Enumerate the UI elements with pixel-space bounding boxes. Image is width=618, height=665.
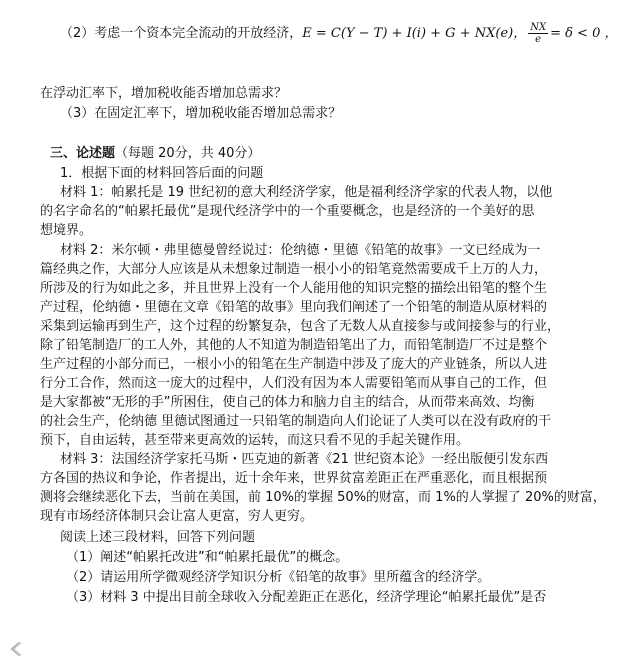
q2-frac-denominator: e (535, 34, 542, 45)
material3-line: 材料 3：法国经济学家托马斯・匹克迪的新著《21 世纪资本论》一经出版便引发东西 (60, 452, 549, 467)
q2-frac-condition: = δ < 0 ， (550, 26, 618, 41)
material1-line: 想境界。 (40, 223, 93, 238)
material3-line: 现有市场经济体制只会让富人更富，穷人更穷。 (40, 509, 314, 524)
section-heading (50, 146, 260, 162)
material2-line: 产过程，伦纳德・里德在文章《铅笔的故事》里向我们阐述了一个铅笔的制造从原材料的 (40, 300, 548, 315)
material3-line: 方各国的热议和争论，作者提出，近十余年来，世界贫富差距正在严重恶化，而且根据预 (40, 471, 548, 486)
q2-prefix: （2）考虑一个资本完全流动的开放经济， (60, 26, 303, 41)
material2-line: 行分工合作，然而这一庞大的过程中，人们没有因为本人需要铅笔而从事自己的工作，但 (40, 376, 548, 391)
item1-heading: 1．根据下面的材料回答后面的问题 (60, 166, 264, 181)
material2-line: 篇经典之作，大部分人应该是从未想象过制造一根小小的铅笔竟然需要成千上万的人力， (40, 262, 548, 277)
sub-question: （2）请运用所学微观经济学知识分析《铅笔的故事》里所蕴含的经济学。 (66, 570, 491, 585)
section-title: 三、论述题 (50, 146, 116, 161)
material2-line: 预下，自由运转，甚至带来更高效的运转，而这只看不见的手起关键作用。 (40, 433, 470, 448)
q2-line1 (60, 22, 618, 45)
q2-equation: E = C(Y − T) + I(i) + G + NX(e)， (302, 26, 527, 41)
material2-line: 除了铅笔制造厂的工人外，其他的人不知道为制造铅笔出了力，而铅笔制造厂不过是整个 (40, 338, 548, 353)
material3-line: 测将会继续恶化下去，当前在美国，前 10%的掌握 50%的财富，而 1%的人掌握了 20%的财富， (40, 490, 606, 505)
back-arrow-icon[interactable] (8, 641, 24, 657)
material2-line: 是大家都被“无形的手”所困住，使自己的体力和脑力自主的结合，从而带来高效、均衡 (40, 395, 535, 410)
read-prompt: 阅读上述三段材料，回答下列问题 (60, 530, 256, 545)
material2-line: 采集到运输再到生产，这个过程的纷繁复杂，包含了无数人从直接参与或间接参与的行业， (40, 319, 561, 334)
section-subtitle: （每题 20分，共 40分） (115, 146, 261, 161)
material2-line: 材料 2：米尔顿・弗里德曼曾经说过：伦纳德・里德《铅笔的故事》一文已经成为一 (60, 243, 541, 258)
q2-line2: 在浮动汇率下，增加税收能否增加总需求？ (40, 86, 288, 101)
q2-fraction (528, 22, 548, 45)
material1-line: 的名字命名的“帕累托最优”是现代经济学中的一个重要概念，也是经济的一个美好的思 (40, 204, 535, 219)
q2-frac-numerator: NX (530, 22, 547, 33)
sub-question: （3）材料 3 中提出目前全球收入分配差距正在恶化，经济学理论“帕累托最优”是否 (66, 590, 547, 605)
material1-line: 材料 1：帕累托是 19 世纪初的意大利经济学家，他是福利经济学家的代表人物，以他 (60, 185, 553, 200)
sub-question: （1）阐述“帕累托改进”和“帕累托最优”的概念。 (66, 550, 349, 565)
material2-line: 所涉及的行为如此之多，并且世界上没有一个人能用他的知识完整的描绘出铅笔的整个生 (40, 281, 548, 296)
q3-line: （3）在固定汇率下，增加税收能否增加总需求？ (60, 106, 342, 121)
material2-line: 生产过程的小部分而已，一根小小的铅笔在生产制造中涉及了庞大的产业链条，所以人进 (40, 357, 548, 372)
material2-line: 的社会生产，伦纳德 里德试图通过一只铅笔的制造向人们论证了人类可以在没有政府的干 (40, 414, 552, 429)
